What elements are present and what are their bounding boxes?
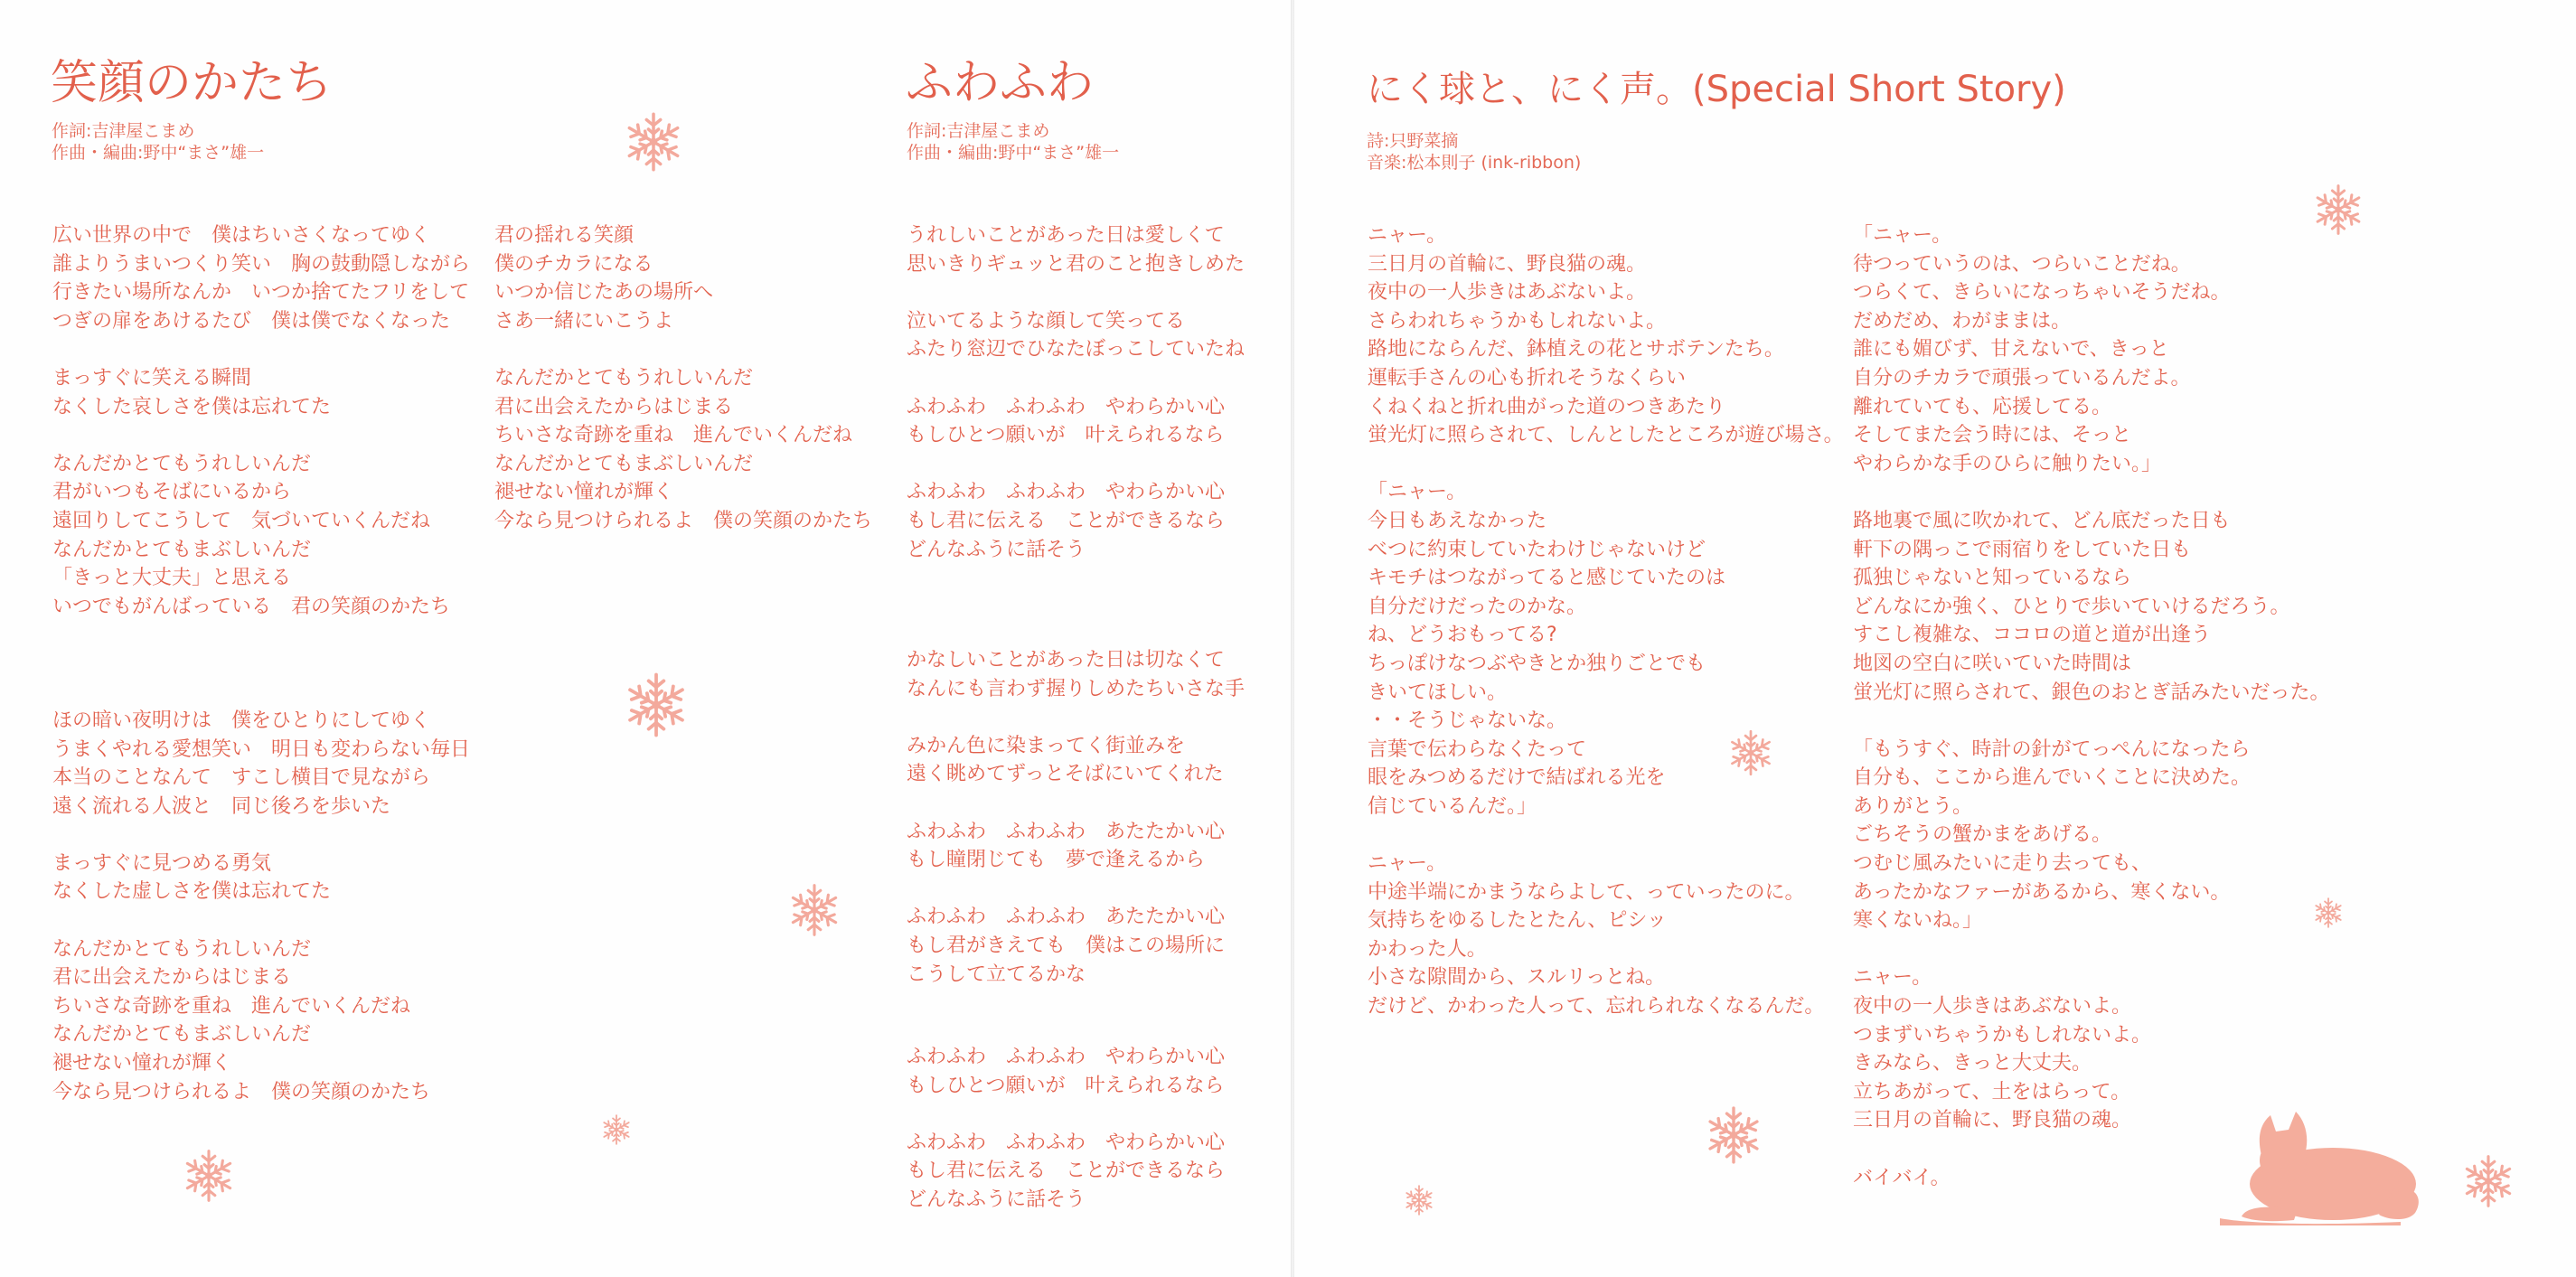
story-line: 自分だけだったのかな。 <box>1368 595 1587 618</box>
song-credits-fuwafuwa <box>907 120 1119 164</box>
story-credits <box>1367 130 1581 174</box>
lyric-line: さあ一緒にいこうよ <box>494 309 674 333</box>
lyric-line: 「きっと大丈夫」と思える <box>52 567 292 590</box>
story-line: 蛍光灯に照らされて、銀色のおとぎ話みたいだった。 <box>1853 681 2330 704</box>
lyric-line: こうして立てるかな <box>907 962 1086 986</box>
song-credits-egao <box>52 120 264 164</box>
lyric-line: 君に出会えたからはじまる <box>52 966 292 990</box>
lyric-line: うれしいことがあった日は愛しくて <box>907 224 1225 247</box>
lyric-line: 誰よりうまいつくり笑い 胸の鼓動隠しながら <box>52 252 471 276</box>
story-line: 孤独じゃないと知っているなら <box>1853 567 2132 590</box>
story-line: 今日もあえなかった <box>1368 509 1547 532</box>
lyric-line: 君がいつもそばにいるから <box>52 481 292 504</box>
story-title: にく球と、にく声。(Special Short Story) <box>1367 69 2066 110</box>
lyric-line: 褪せない憧れが輝く <box>52 1052 232 1075</box>
lyrics-fuwafuwa-part-2 <box>907 646 1245 1018</box>
story-line: きみなら、きっと大丈夫。 <box>1853 1052 2092 1075</box>
story-line: 立ちあがって、土をはらって。 <box>1853 1080 2131 1103</box>
writer-credit: 詩:只野菜摘 <box>1367 131 1459 151</box>
story-line: 「もうすぐ、時計の針がてっぺんになったら <box>1853 737 2251 761</box>
lyric-line: ふわふわ ふわふわ やわらかい心 <box>907 1131 1226 1154</box>
story-line: 路地にならんだ、鉢植えの花とサボテンたち。 <box>1368 338 1784 362</box>
lyric-line: うまくやれる愛想笑い 明日も変わらない毎日 <box>52 737 471 761</box>
lyric-line: 広い世界の中で 僕はちいさくなってゆく <box>52 224 431 247</box>
story-line: ごちそうの蟹かまをあげる。 <box>1853 823 2112 847</box>
lyric-line: いつでもがんばっている 君の笑顔のかたち <box>52 595 451 618</box>
lyrics-egao-column-1 <box>52 221 470 1135</box>
story-line: べつに約束していたわけじゃないけど <box>1368 538 1706 561</box>
lyric-line: 君の揺れる笑顔 <box>494 224 635 247</box>
story-line: つらくて、きらいになっちゃいそうだね。 <box>1853 281 2231 305</box>
stanza <box>907 478 1245 564</box>
lyric-line: 泣いてるような顔して笑ってる <box>907 309 1186 333</box>
lyric-line: ふわふわ ふわふわ やわらかい心 <box>907 481 1226 504</box>
lyric-line: 褪せない憧れが輝く <box>494 481 674 504</box>
lyric-line: どんなふうに話そう <box>907 538 1086 561</box>
lyric-line: 遠く眺めてずっとそばにいてくれた <box>907 763 1224 786</box>
story-line: 離れていても、応援してる。 <box>1853 395 2112 418</box>
lyric-line: もし君に伝える ことができるなら <box>907 509 1226 532</box>
story-line: つむじ風みたいに走り去っても、 <box>1853 852 2152 876</box>
stanza <box>1853 221 2330 478</box>
lyric-line: ふわふわ ふわふわ あたたかい心 <box>907 906 1226 929</box>
story-line: 気持ちをゆるしたとたん、ピシッ <box>1368 909 1667 933</box>
lyric-line: まっすぐに笑える瞬間 <box>52 366 252 390</box>
story-line: だけど、かわった人って、忘れられなくなるんだ。 <box>1368 995 1825 1019</box>
story-line: バイバイ。 <box>1853 1166 1951 1189</box>
snowflake-icon <box>622 110 685 174</box>
snowflake-icon <box>600 1113 633 1146</box>
story-line: 自分のチカラで頑張っているんだよ。 <box>1853 366 2191 390</box>
snowflake-icon <box>786 882 842 938</box>
stanza <box>907 903 1245 989</box>
lyrics-fuwafuwa-part-1 <box>907 221 1245 593</box>
stanza <box>907 307 1245 364</box>
composer-credit: 作曲・編曲:野中“まさ”雄一 <box>52 143 265 163</box>
story-line: 自分も、ここから進んでいくことに決めた。 <box>1853 766 2252 790</box>
lyrics-egao-column-2 <box>494 221 872 564</box>
story-line: かわった人。 <box>1368 937 1487 961</box>
lyric-line: なんだかとてもうれしいんだ <box>52 452 312 475</box>
story-line: すこし複雑な、ココロの道と道が出逢う <box>1853 624 2212 647</box>
story-line: きいてほしい。 <box>1368 681 1508 704</box>
story-line: つまずいちゃうかもしれないよ。 <box>1853 1023 2152 1047</box>
story-column-2 <box>1853 221 2330 1221</box>
story-line: ありがとう。 <box>1853 794 1973 818</box>
story-line: 路地裏で風に吹かれて、どん底だった日も <box>1853 509 2231 532</box>
lyric-line: なんだかとてもまぶしいんだ <box>494 452 754 475</box>
composer-credit: 作曲・編曲:野中“まさ”雄一 <box>907 143 1120 163</box>
lyric-line: なんにも言わず握りしめたちいさな手 <box>907 677 1246 700</box>
story-line: ニャー。 <box>1368 224 1447 247</box>
story-line: ちっぽけなつぶやきとか独りごとでも <box>1368 652 1706 675</box>
lyric-line: いつか信じたあの場所へ <box>494 281 714 305</box>
lyric-line: かなしいことがあった日は切なくて <box>907 649 1225 671</box>
snowflake-icon <box>1703 1104 1764 1166</box>
snowflake-icon <box>2312 897 2345 929</box>
lyrics-fuwafuwa-part-3 <box>907 1043 1225 1243</box>
cat-silhouette-icon <box>2211 1108 2424 1225</box>
lyric-line: つぎの扉をあけるたび 僕は僕でなくなった <box>52 309 451 333</box>
story-line: 「ニャー。 <box>1853 224 1952 247</box>
story-line: 夜中の一人歩きはあぶないよ。 <box>1853 995 2132 1019</box>
lyric-line: もし瞳閉じても 夢で逢えるから <box>907 849 1206 872</box>
story-line: 地図の空白に咲いていた時間は <box>1853 652 2132 675</box>
story-line: 「ニャー。 <box>1368 481 1467 504</box>
stanza <box>907 818 1245 875</box>
stanza-gap <box>52 650 470 707</box>
lyric-line: なんだかとてもうれしいんだ <box>52 937 312 961</box>
stanza <box>1853 736 2330 935</box>
story-line: 信じているんだ。」 <box>1368 794 1537 818</box>
stanza <box>1853 507 2330 707</box>
story-line: だめだめ、わがままは。 <box>1853 309 2072 333</box>
story-line: ね、どうおもってる? <box>1368 624 1557 647</box>
story-line: どんなにか強く、ひとりで歩いていけるだろう。 <box>1853 595 2290 618</box>
lyric-line: 君に出会えたからはじまる <box>494 395 734 418</box>
story-line: 蛍光灯に照らされて、しんとしたところが遊び場さ。 <box>1368 424 1844 447</box>
lyric-line: なんだかとてもまぶしいんだ <box>52 538 312 561</box>
story-line: 軒下の隅っこで雨宿りをしていた日も <box>1853 538 2192 561</box>
stanza <box>907 646 1245 703</box>
stanza <box>494 221 872 335</box>
lyric-line: ふわふわ ふわふわ やわらかい心 <box>907 395 1226 418</box>
story-line: 三日月の首輪に、野良猫の魂。 <box>1368 252 1647 276</box>
lyric-line: 僕のチカラになる <box>494 252 653 276</box>
song-title-fuwafuwa: ふわふわ <box>906 56 1095 110</box>
stanza <box>52 935 470 1107</box>
lyricist-credit: 作詞:吉津屋こまめ <box>52 121 195 141</box>
lyric-line: もしひとつ願いが 叶えられるなら <box>907 424 1225 447</box>
lyric-line: ふわふわ ふわふわ あたたかい心 <box>907 820 1226 843</box>
lyric-line: なんだかとてもうれしいんだ <box>494 366 754 390</box>
music-credit: 音楽:松本則子 (ink-ribbon) <box>1367 153 1582 173</box>
lyric-line: ほの暗い夜明けは 僕をひとりにしてゆく <box>52 709 431 732</box>
story-line: 言葉で伝わらなくたって <box>1368 737 1587 761</box>
stanza <box>1368 850 1844 1021</box>
stanza <box>907 221 1245 278</box>
story-line: 中途半端にかまうならよして、っていったのに。 <box>1368 880 1805 904</box>
snowflake-icon <box>181 1148 237 1204</box>
stanza <box>52 450 470 622</box>
snowflake-icon <box>1726 728 1775 777</box>
stanza <box>907 732 1245 789</box>
lyric-line: ちいさな奇跡を重ね 進んでいくんだね <box>52 994 411 1018</box>
lyric-line: ふたり窓辺でひなたぼっこしていたね <box>907 338 1246 362</box>
story-line: 小さな隙間から、スルリっとね。 <box>1368 966 1666 990</box>
snowflake-icon <box>2311 183 2365 237</box>
lyric-line: もし君がきえても 僕はこの場所に <box>907 934 1226 957</box>
story-line: やわらかな手のひらに触りたい。」 <box>1853 452 2162 475</box>
stanza <box>494 364 872 536</box>
lyric-line: なくした哀しさを僕は忘れてた <box>52 395 332 418</box>
snowflake-icon <box>2460 1153 2516 1209</box>
lyric-line: ふわふわ ふわふわ やわらかい心 <box>907 1046 1226 1068</box>
stanza <box>907 1129 1225 1215</box>
stanza <box>907 1043 1225 1100</box>
lyric-line: なんだかとてもまぶしいんだ <box>52 1023 312 1047</box>
lyric-line: もしひとつ願いが 叶えられるなら <box>907 1074 1225 1097</box>
story-line: ・・そうじゃないな。 <box>1368 709 1567 733</box>
lyric-line: ちいさな奇跡を重ね 進んでいくんだね <box>494 424 853 447</box>
lyric-line: なくした虚しさを僕は忘れてた <box>52 880 332 904</box>
story-line: 三日月の首輪に、野良猫の魂。 <box>1853 1109 2132 1132</box>
lyric-line: 遠回りしてこうして 気づいていくんだね <box>52 509 431 532</box>
story-line: 誰にも媚びず、甘えないで、きっと <box>1853 338 2169 362</box>
story-line: 運転手さんの心も折れそうなくらい <box>1368 366 1687 390</box>
story-line: 待つっていうのは、つらいことだね。 <box>1853 252 2191 276</box>
stanza <box>52 364 470 421</box>
lyric-line: 行きたい場所なんか いつか捨てたフリをして <box>52 281 470 305</box>
snowflake-icon <box>622 671 691 739</box>
lyric-line: 今なら見つけられるよ 僕の笑顔のかたち <box>52 1080 431 1103</box>
lyricist-credit: 作詞:吉津屋こまめ <box>907 121 1050 141</box>
story-line: キモチはつながってると感じていたのは <box>1368 567 1726 590</box>
song-title-egao: 笑顔のかたち <box>51 56 334 110</box>
story-line: 寒くないね。」 <box>1853 909 1983 933</box>
stanza <box>1368 221 1844 450</box>
story-line: あったかなファーがあるから、寒くない。 <box>1853 880 2231 904</box>
stanza <box>907 393 1245 450</box>
story-line: ニャー。 <box>1368 852 1447 876</box>
story-line: 眼をみつめるだけで結ばれる光を <box>1368 766 1666 790</box>
lyric-line: みかん色に染まってく街並みを <box>907 734 1186 757</box>
story-column-1 <box>1368 221 1844 1049</box>
stanza <box>52 221 470 335</box>
lyric-line: 本当のことなんて すこし横目で見ながら <box>52 766 431 790</box>
lyric-line: まっすぐに見つめる勇気 <box>52 851 272 875</box>
lyric-line: もし君に伝える ことができるなら <box>907 1160 1226 1183</box>
stanza <box>52 707 470 821</box>
lyric-line: どんなふうに話そう <box>907 1188 1086 1211</box>
story-line: さらわれちゃうかもしれないよ。 <box>1368 309 1667 333</box>
story-line: 夜中の一人歩きはあぶないよ。 <box>1368 281 1647 305</box>
stanza <box>52 850 470 906</box>
snowflake-icon <box>1403 1184 1435 1216</box>
lyric-line: 今なら見つけられるよ 僕の笑顔のかたち <box>494 509 873 532</box>
story-line: ニャー。 <box>1853 966 1932 990</box>
lyric-line: 思いきりギュッと君のこと抱きしめた <box>907 252 1246 276</box>
story-line: そしてまた会う時には、そっと <box>1853 424 2132 447</box>
story-line: くねくねと折れ曲がった道のつきあたり <box>1368 395 1726 418</box>
lyric-line: 遠く流れる人波と 同じ後ろを歩いた <box>52 794 391 818</box>
